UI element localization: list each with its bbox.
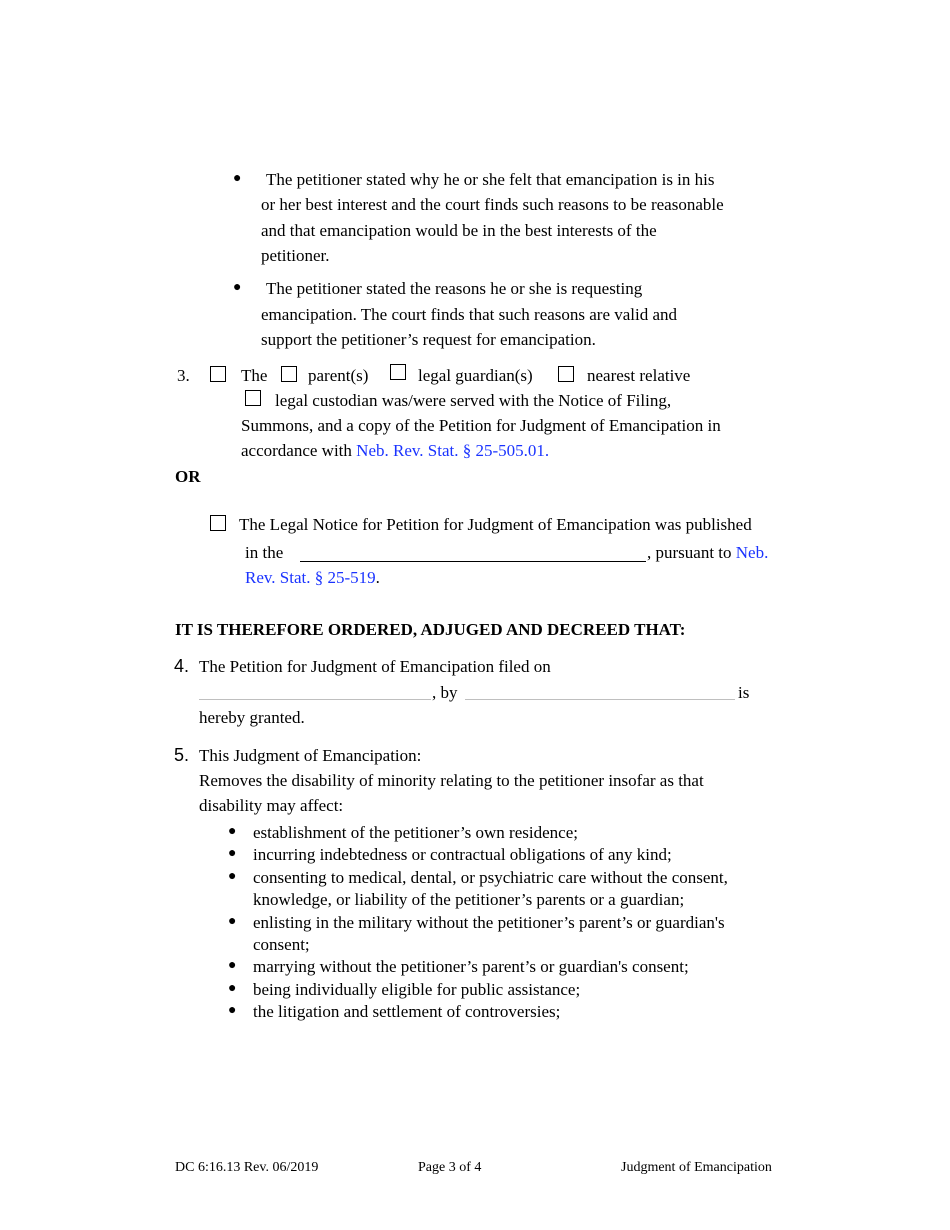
item-4-number: 4. bbox=[174, 656, 190, 676]
ordered-heading: IT IS THEREFORE ORDERED, ADJUGED AND DECREED THAT: bbox=[175, 620, 686, 639]
list-item: establishment of the petitioner’s own residence; bbox=[253, 823, 578, 842]
publication-line-1: The Legal Notice for Petition for Judgment of Emancipation was published bbox=[239, 515, 752, 534]
in-the-label: in the bbox=[245, 543, 284, 562]
bullet-2-line-3: support the petitioner’s request for emancipation. bbox=[261, 330, 596, 349]
accordance-text: accordance with bbox=[241, 441, 357, 460]
statute-period: . bbox=[375, 568, 380, 587]
list-bullet: ● bbox=[228, 914, 237, 929]
nearest-relative-checkbox[interactable] bbox=[558, 366, 574, 382]
list-bullet: ● bbox=[228, 824, 237, 839]
item-4-line-1: The Petition for Judgment of Emancipation filed on bbox=[199, 657, 551, 676]
publication-line-2-suffix bbox=[647, 544, 768, 561]
item-4-line-3: hereby granted. bbox=[199, 708, 305, 727]
list-item: being individually eligible for public assistance; bbox=[253, 980, 581, 999]
bullet-2-line-1: The petitioner stated the reasons he or she is requesting bbox=[266, 279, 643, 298]
legal-custodian-checkbox[interactable] bbox=[245, 390, 261, 406]
list-item: marrying without the petitioner’s parent’s or guardian's consent; bbox=[253, 957, 689, 976]
item-5-line-3: disability may affect: bbox=[199, 796, 344, 815]
list-item: enlisting in the military without the petitioner’s parent’s or guardian's bbox=[253, 913, 725, 932]
item-3-line-3: Summons, and a copy of the Petition for Judgment of Emancipation in bbox=[241, 416, 721, 435]
footer-form-id: DC 6:16.13 Rev. 06/2019 bbox=[175, 1160, 319, 1175]
list-item-continued: consent; bbox=[253, 935, 310, 954]
the-label: The bbox=[241, 366, 268, 385]
nearest-relative-label: nearest relative bbox=[587, 366, 691, 385]
bullet-1-line-4: petitioner. bbox=[261, 246, 330, 265]
legal-guardian-checkbox[interactable] bbox=[390, 364, 406, 380]
statute-link-neb[interactable]: Neb. bbox=[735, 543, 769, 562]
item-3-line-4 bbox=[241, 442, 549, 459]
item-5-line-2: Removes the disability of minority relating to the petitioner insofar as that bbox=[199, 771, 704, 790]
list-item: incurring indebtedness or contractual obligations of any kind; bbox=[253, 845, 672, 864]
publication-checkbox[interactable] bbox=[210, 515, 226, 531]
item-5-number: 5. bbox=[174, 745, 190, 765]
statute-link-25-505-01[interactable]: Neb. Rev. Stat. § 25-505.01. bbox=[356, 441, 550, 460]
parents-label: parent(s) bbox=[308, 366, 369, 385]
parents-checkbox[interactable] bbox=[281, 366, 297, 382]
publication-line-3 bbox=[245, 569, 380, 586]
is-label: is bbox=[738, 683, 750, 702]
list-bullet: ● bbox=[228, 1003, 237, 1018]
list-bullet: ● bbox=[228, 869, 237, 884]
list-item: the litigation and settlement of controversies; bbox=[253, 1002, 561, 1021]
bullet-2-line-2: emancipation. The court finds that such reasons are valid and bbox=[261, 305, 678, 324]
item-3-number: 3. bbox=[177, 366, 190, 385]
legal-custodian-line: legal custodian was/were served with the Notice of Filing, bbox=[275, 391, 672, 410]
list-bullet: ● bbox=[228, 981, 237, 996]
bullet-1-line-2: or her best interest and the court finds such reasons to be reasonable bbox=[261, 195, 724, 214]
or-label: OR bbox=[175, 467, 201, 486]
statute-link-25-519[interactable]: Rev. Stat. § 25-519 bbox=[245, 568, 376, 587]
footer-page-number: Page 3 of 4 bbox=[418, 1160, 482, 1175]
footer-title: Judgment of Emancipation bbox=[621, 1160, 772, 1175]
legal-guardian-label: legal guardian(s) bbox=[418, 366, 533, 385]
bullet-dot: ● bbox=[233, 171, 242, 186]
filed-by-field[interactable] bbox=[465, 699, 735, 700]
list-item: consenting to medical, dental, or psychiatric care without the consent, bbox=[253, 868, 728, 887]
list-bullet: ● bbox=[228, 846, 237, 861]
item-5-line-1: This Judgment of Emancipation: bbox=[199, 746, 422, 765]
bullet-1-line-3: and that emancipation would be in the best interests of the bbox=[261, 221, 657, 240]
bullet-1-line-1: The petitioner stated why he or she felt that emancipation is in his bbox=[266, 170, 715, 189]
served-checkbox[interactable] bbox=[210, 366, 226, 382]
filed-date-field[interactable] bbox=[199, 699, 431, 700]
list-item-continued: knowledge, or liability of the petitioner’s parents or a guardian; bbox=[253, 890, 685, 909]
by-label: , by bbox=[432, 683, 458, 702]
list-bullet: ● bbox=[228, 958, 237, 973]
newspaper-name-blank[interactable] bbox=[300, 561, 646, 562]
bullet-dot: ● bbox=[233, 280, 242, 295]
pursuant-text: , pursuant to bbox=[647, 543, 736, 562]
